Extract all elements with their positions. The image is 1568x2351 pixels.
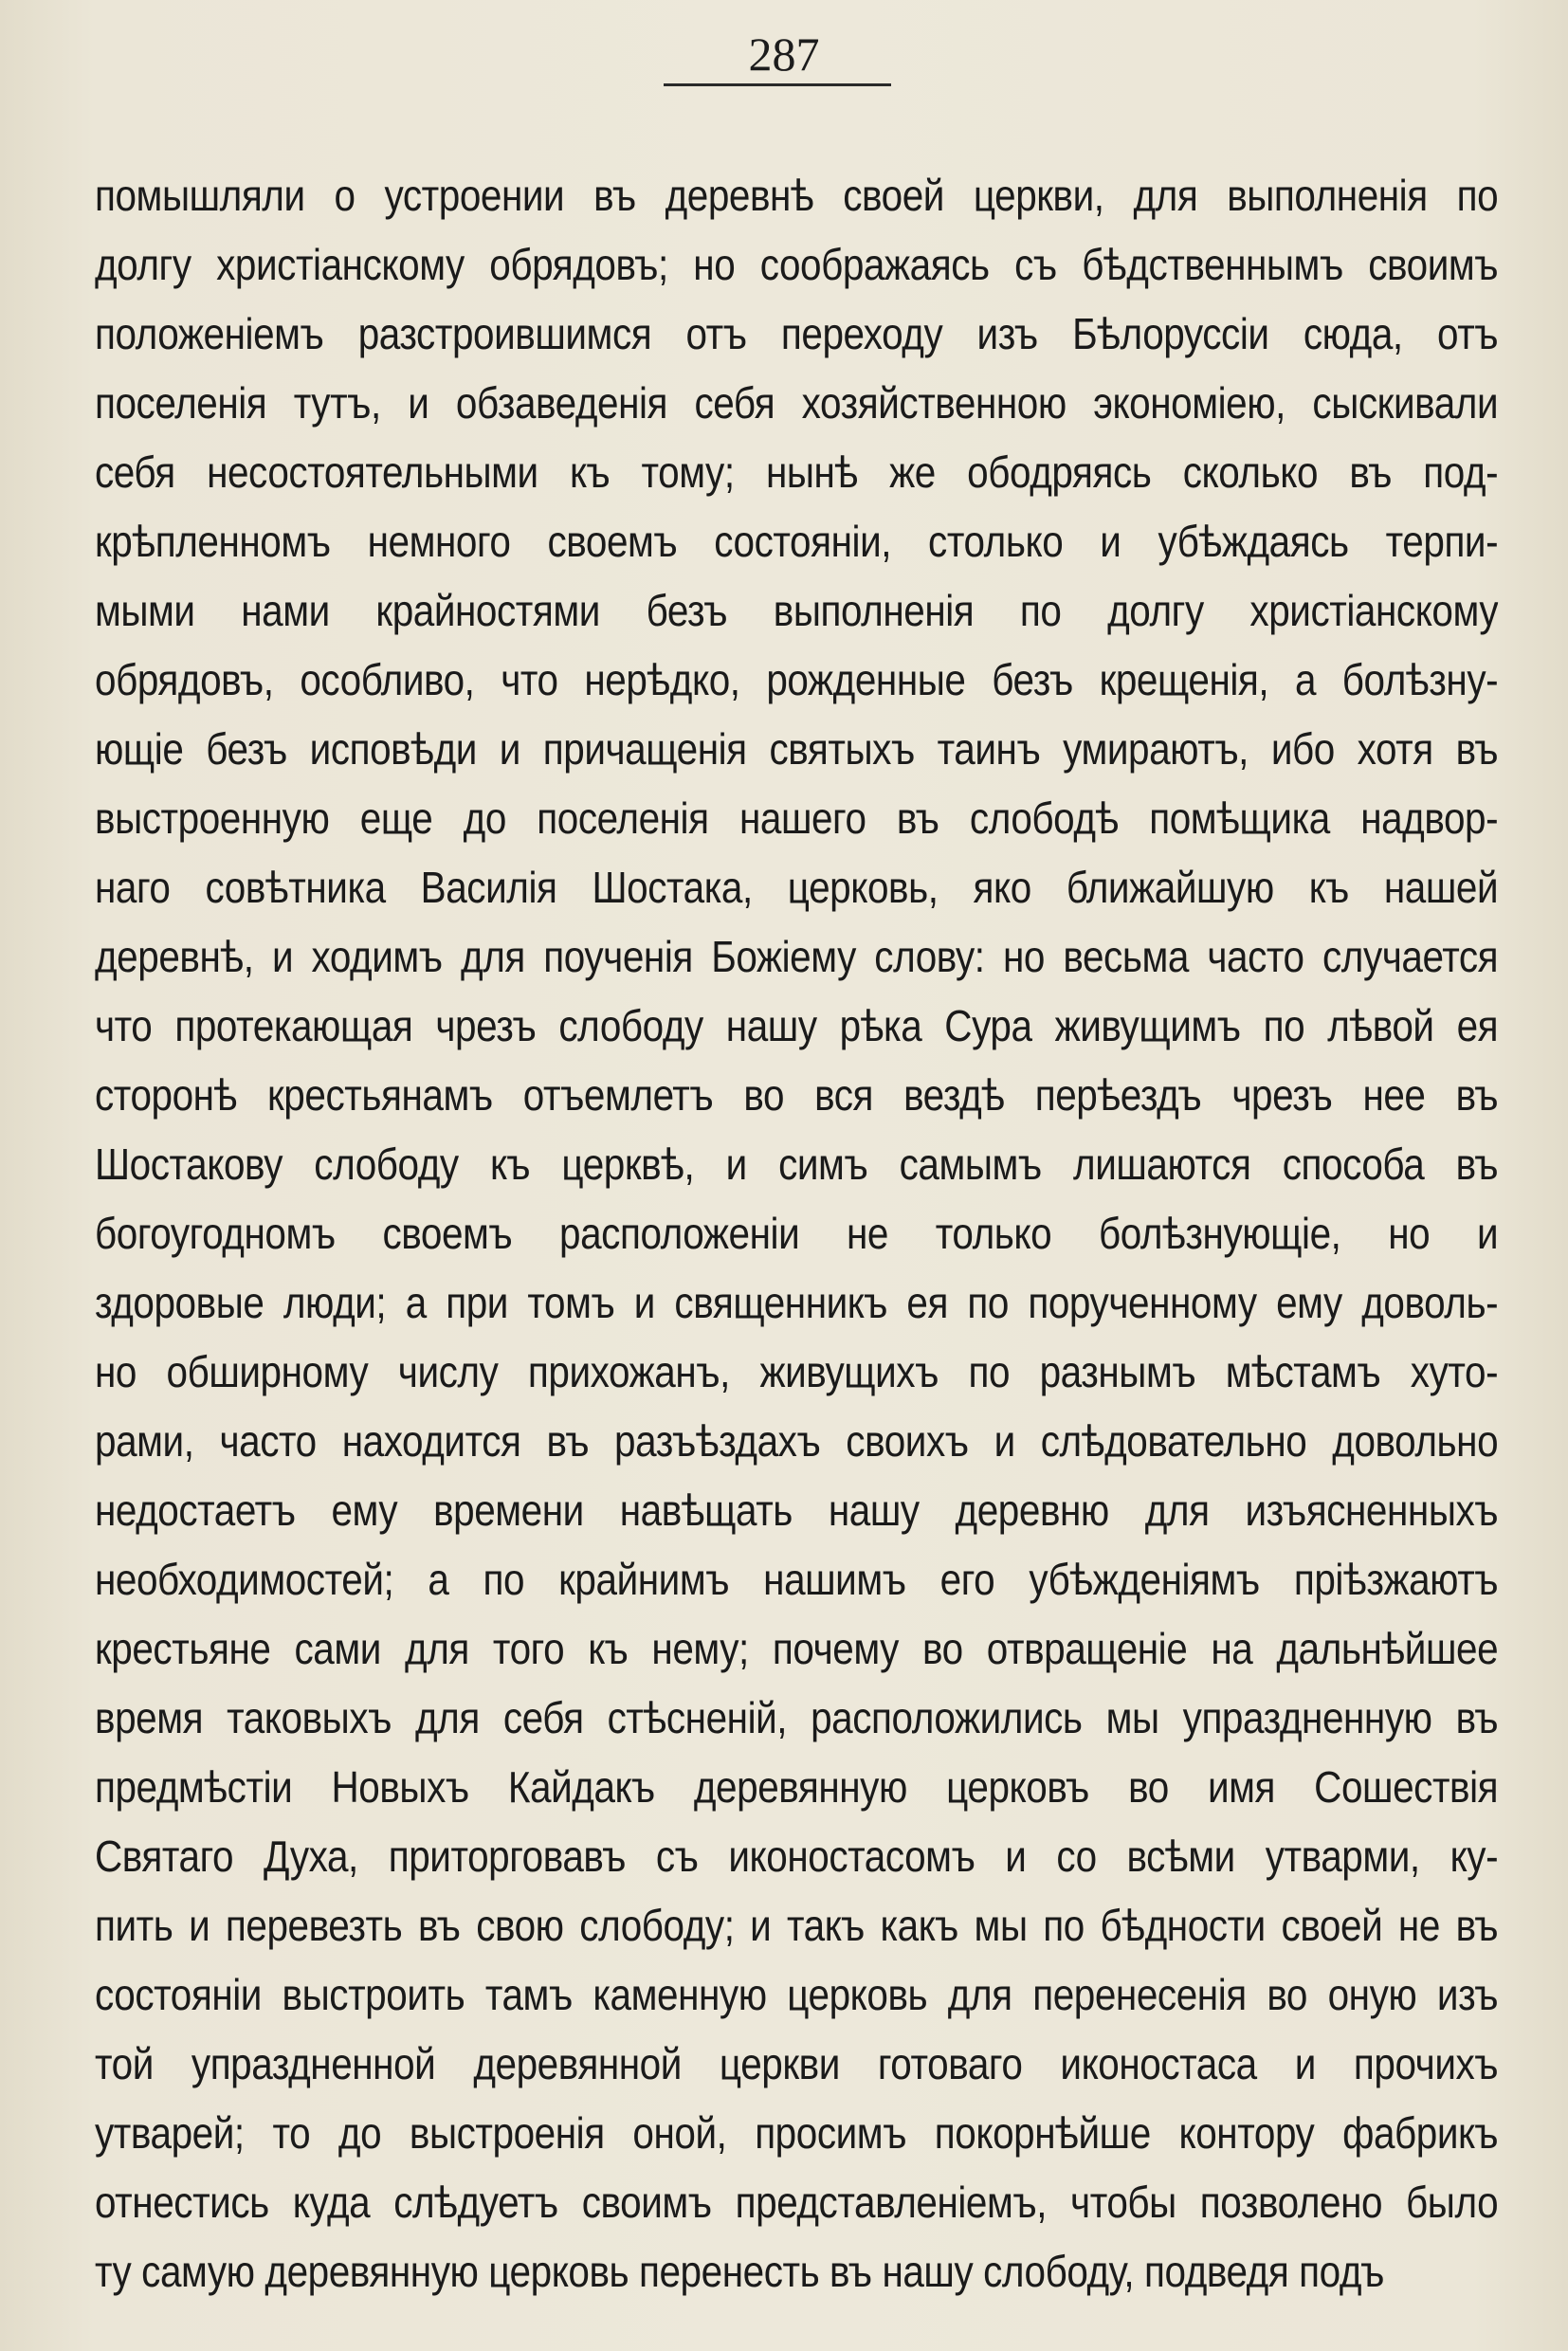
text-line: необходимостей; а по крайнимъ нашимъ его убѣжденіямъ пріѣзжаютъ [95,1555,1499,1604]
text-line: положеніемъ разстроившимся отъ переходу изъ Бѣлоруссіи сюда, отъ [95,309,1499,358]
text-line: сторонѣ крестьянамъ отъемлетъ во вся вездѣ перѣездъ чрезъ нее въ [95,1070,1499,1120]
text-line: ту самую деревянную церковь перенесть въ нашу слободу, подведя подъ [95,2247,1384,2296]
text-line: богоугодномъ своемъ расположеніи не только болѣзнующіе, но и [95,1209,1499,1258]
text-line: утварей; то до выстроенія оной, просимъ покорнѣйше контору фабрикъ [95,2108,1499,2158]
text-line: мыми нами крайностями безъ выполненія по долгу христіанскому [95,586,1499,635]
text-line: время таковыхъ для себя стѣсненій, расположились мы упраздненную въ [95,1693,1499,1742]
text-line: но обширному числу прихожанъ, живущихъ по разнымъ мѣстамъ хуто- [95,1347,1499,1396]
text-line: деревнѣ, и ходимъ для поученія Божіему слову: но весьма часто случается [95,932,1499,981]
text-line: наго совѣтника Василія Шостака, церковь, яко ближайшую къ нашей [95,863,1499,912]
text-line: помышляли о устроении въ деревнѣ своей церкви, для выполненія по [95,171,1499,220]
body-text [95,161,1498,2306]
text-line: здоровые люди; а при томъ и священникъ ея по порученному ему доволь- [95,1278,1499,1327]
text-line: выстроенную еще до поселенія нашего въ слободѣ помѣщика надвор- [95,793,1499,843]
text-line: состояніи выстроить тамъ каменную церковь для перенесенія во оную изъ [95,1970,1499,2019]
text-line: Святаго Духа, приторговавъ съ иконостасомъ и со всѣми утварми, ку- [95,1832,1499,1881]
text-line: той упраздненной деревянной церкви готоваго иконостаса и прочихъ [95,2039,1499,2088]
text-line: пить и перевезть въ свою слободу; и такъ какъ мы по бѣдности своей не въ [95,1901,1499,1950]
text-line: предмѣстіи Новыхъ Кайдакъ деревянную церковъ во имя Сошествія [95,1762,1499,1812]
text-line: недостаетъ ему времени навѣщать нашу деревню для изъясненныхъ [95,1485,1499,1535]
page-number: 287 [748,27,820,81]
text-line: крѣпленномъ немного своемъ состояніи, столько и убѣждаясь терпи- [95,517,1499,566]
text-line: отнестись куда слѣдуетъ своимъ представленіемъ, чтобы позволено было [95,2178,1499,2227]
text-line: крестьяне сами для того къ нему; почему во отвращеніе на дальнѣйшее [95,1624,1499,1673]
text-line: Шостакову слободу къ церквѣ, и симъ самымъ лишаются способа въ [95,1139,1499,1189]
text-line: рами, часто находится въ разъѣздахъ своихъ и слѣдовательно довольно [95,1416,1499,1466]
text-line: себя несостоятельными къ тому; нынѣ же ободряясь сколько въ под- [95,447,1499,497]
text-line: ющіе безъ исповѣди и причащенія святыхъ таинъ умираютъ, ибо хотя въ [95,724,1499,774]
text-line: обрядовъ, особливо, что нерѣдко, рожденные безъ крещенія, а болѣзну- [95,655,1499,704]
text-line: долгу христіанскому обрядовъ; но соображаясь съ бѣдственнымъ своимъ [95,240,1499,289]
text-line: что протекающая чрезъ слободу нашу рѣка Сура живущимъ по лѣвой ея [95,1001,1499,1050]
text-line: поселенія тутъ, и обзаведенія себя хозяйственною экономіею, сыскивали [95,378,1499,428]
page-number-rule [664,83,891,86]
